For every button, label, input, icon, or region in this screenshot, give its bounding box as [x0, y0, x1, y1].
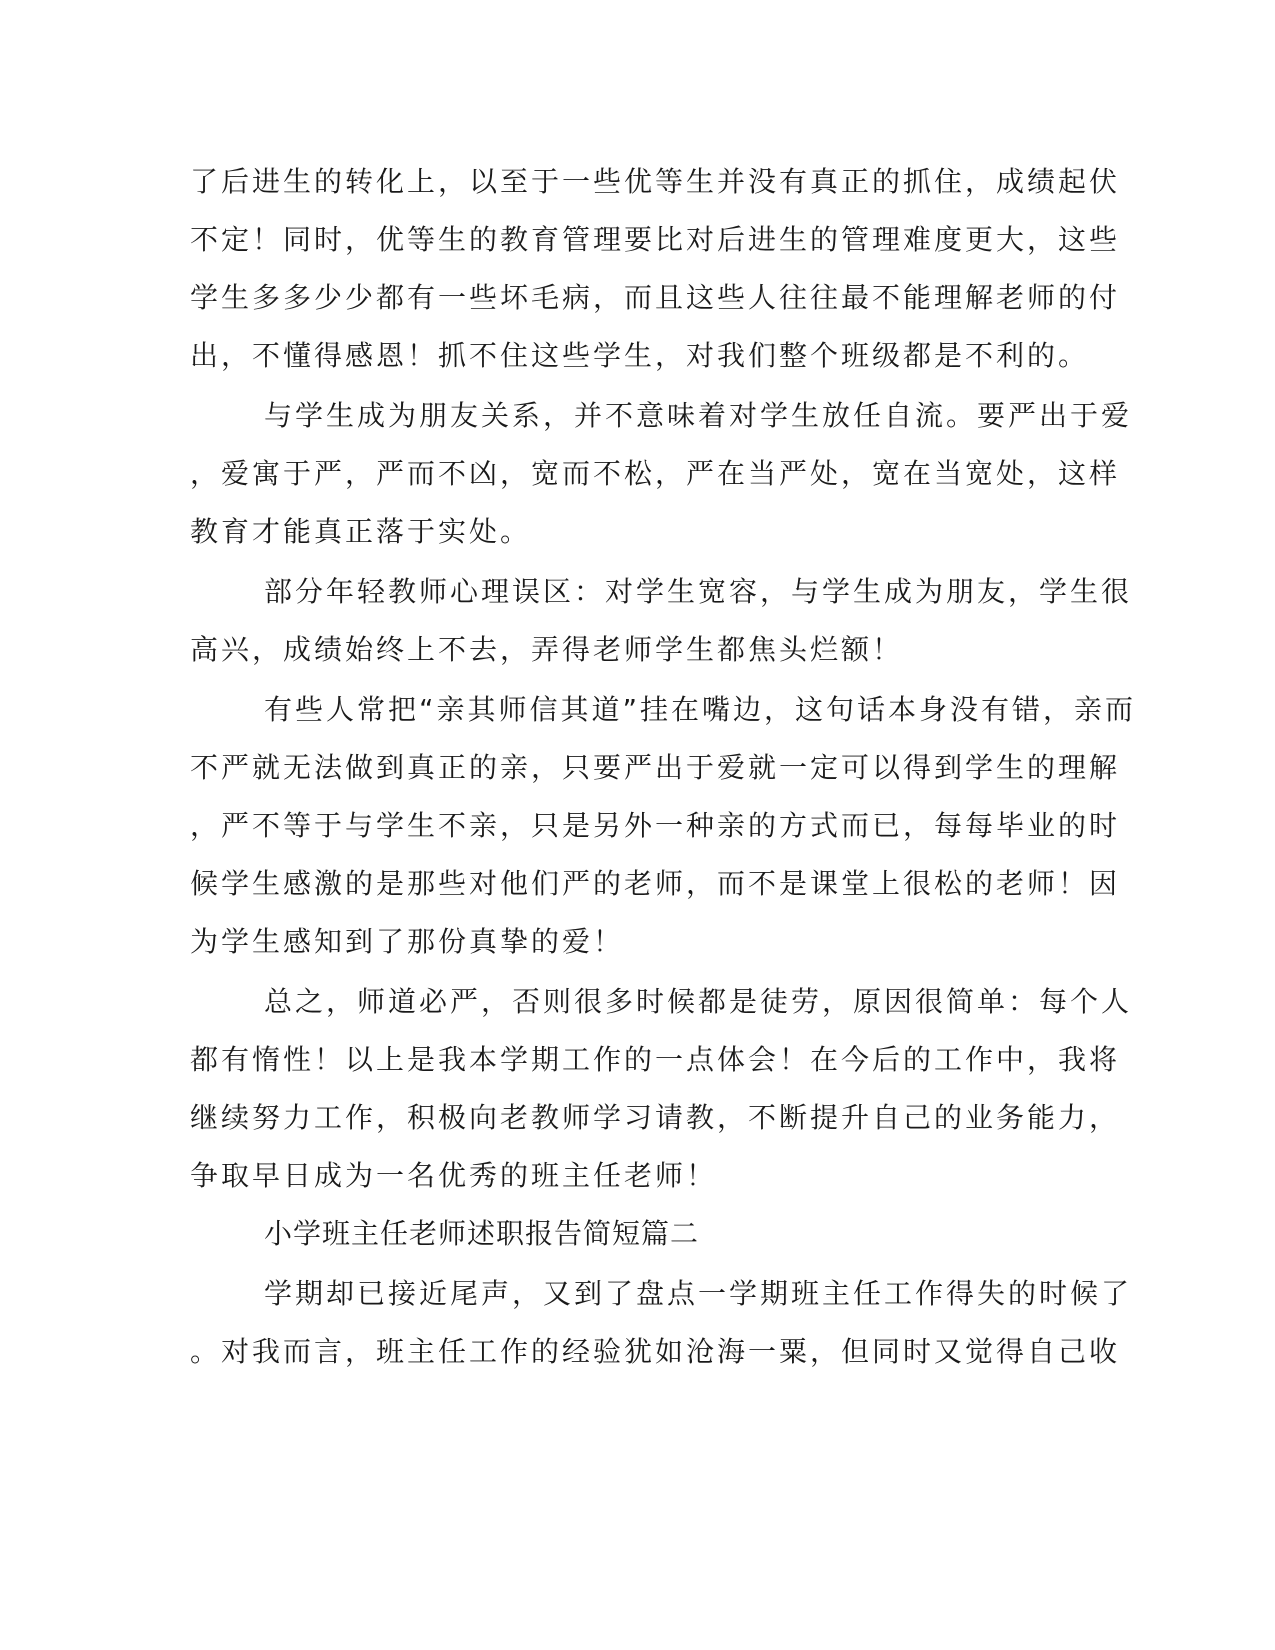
text-line: 总之，师道必严，否则很多时候都是徒劳，原因很简单：每个人	[264, 985, 1133, 1018]
text-line: 与学生成为朋友关系，并不意味着对学生放任自流。要严出于爱	[264, 399, 1133, 432]
text-line: 不定！同时，优等生的教育管理要比对后进生的管理难度更大，这些	[190, 223, 1121, 256]
text-line: 高兴，成绩始终上不去，弄得老师学生都焦头烂额！	[190, 633, 904, 666]
text-line: 教育才能真正落于实处。	[190, 515, 532, 548]
text-line: 学生多多少少都有一些坏毛病，而且这些人往往最不能理解老师的付	[190, 281, 1121, 314]
text-line: 争取早日成为一名优秀的班主任老师！	[190, 1159, 718, 1192]
text-line: 出，不懂得感恩！抓不住这些学生，对我们整个班级都是不利的。	[190, 339, 1090, 372]
text-line: 候学生感激的是那些对他们严的老师，而不是课堂上很松的老师！因	[190, 867, 1121, 900]
text-line: 有些人常把“亲其师信其道”挂在嘴边，这句话本身没有错，亲而	[264, 693, 1137, 726]
text-line: 部分年轻教师心理误区：对学生宽容，与学生成为朋友，学生很	[264, 575, 1133, 608]
section-heading: 小学班主任老师述职报告简短篇二	[264, 1217, 700, 1250]
text-line: 学期却已接近尾声，又到了盘点一学期班主任工作得失的时候了	[264, 1277, 1133, 1310]
text-line: ，爱寓于严，严而不凶，宽而不松，严在当严处，宽在当宽处，这样	[190, 457, 1121, 490]
text-line: 继续努力工作，积极向老教师学习请教，不断提升自己的业务能力，	[190, 1101, 1121, 1134]
text-line: ，严不等于与学生不亲，只是另外一种亲的方式而已，每每毕业的时	[190, 809, 1121, 842]
text-line: 不严就无法做到真正的亲，只要严出于爱就一定可以得到学生的理解	[190, 751, 1121, 784]
text-line: 。对我而言，班主任工作的经验犹如沧海一粟，但同时又觉得自己收	[190, 1335, 1121, 1368]
text-line: 为学生感知到了那份真挚的爱！	[190, 925, 625, 958]
text-line: 了后进生的转化上，以至于一些优等生并没有真正的抓住，成绩起伏	[190, 165, 1121, 198]
text-line: 都有惰性！以上是我本学期工作的一点体会！在今后的工作中，我将	[190, 1043, 1121, 1076]
